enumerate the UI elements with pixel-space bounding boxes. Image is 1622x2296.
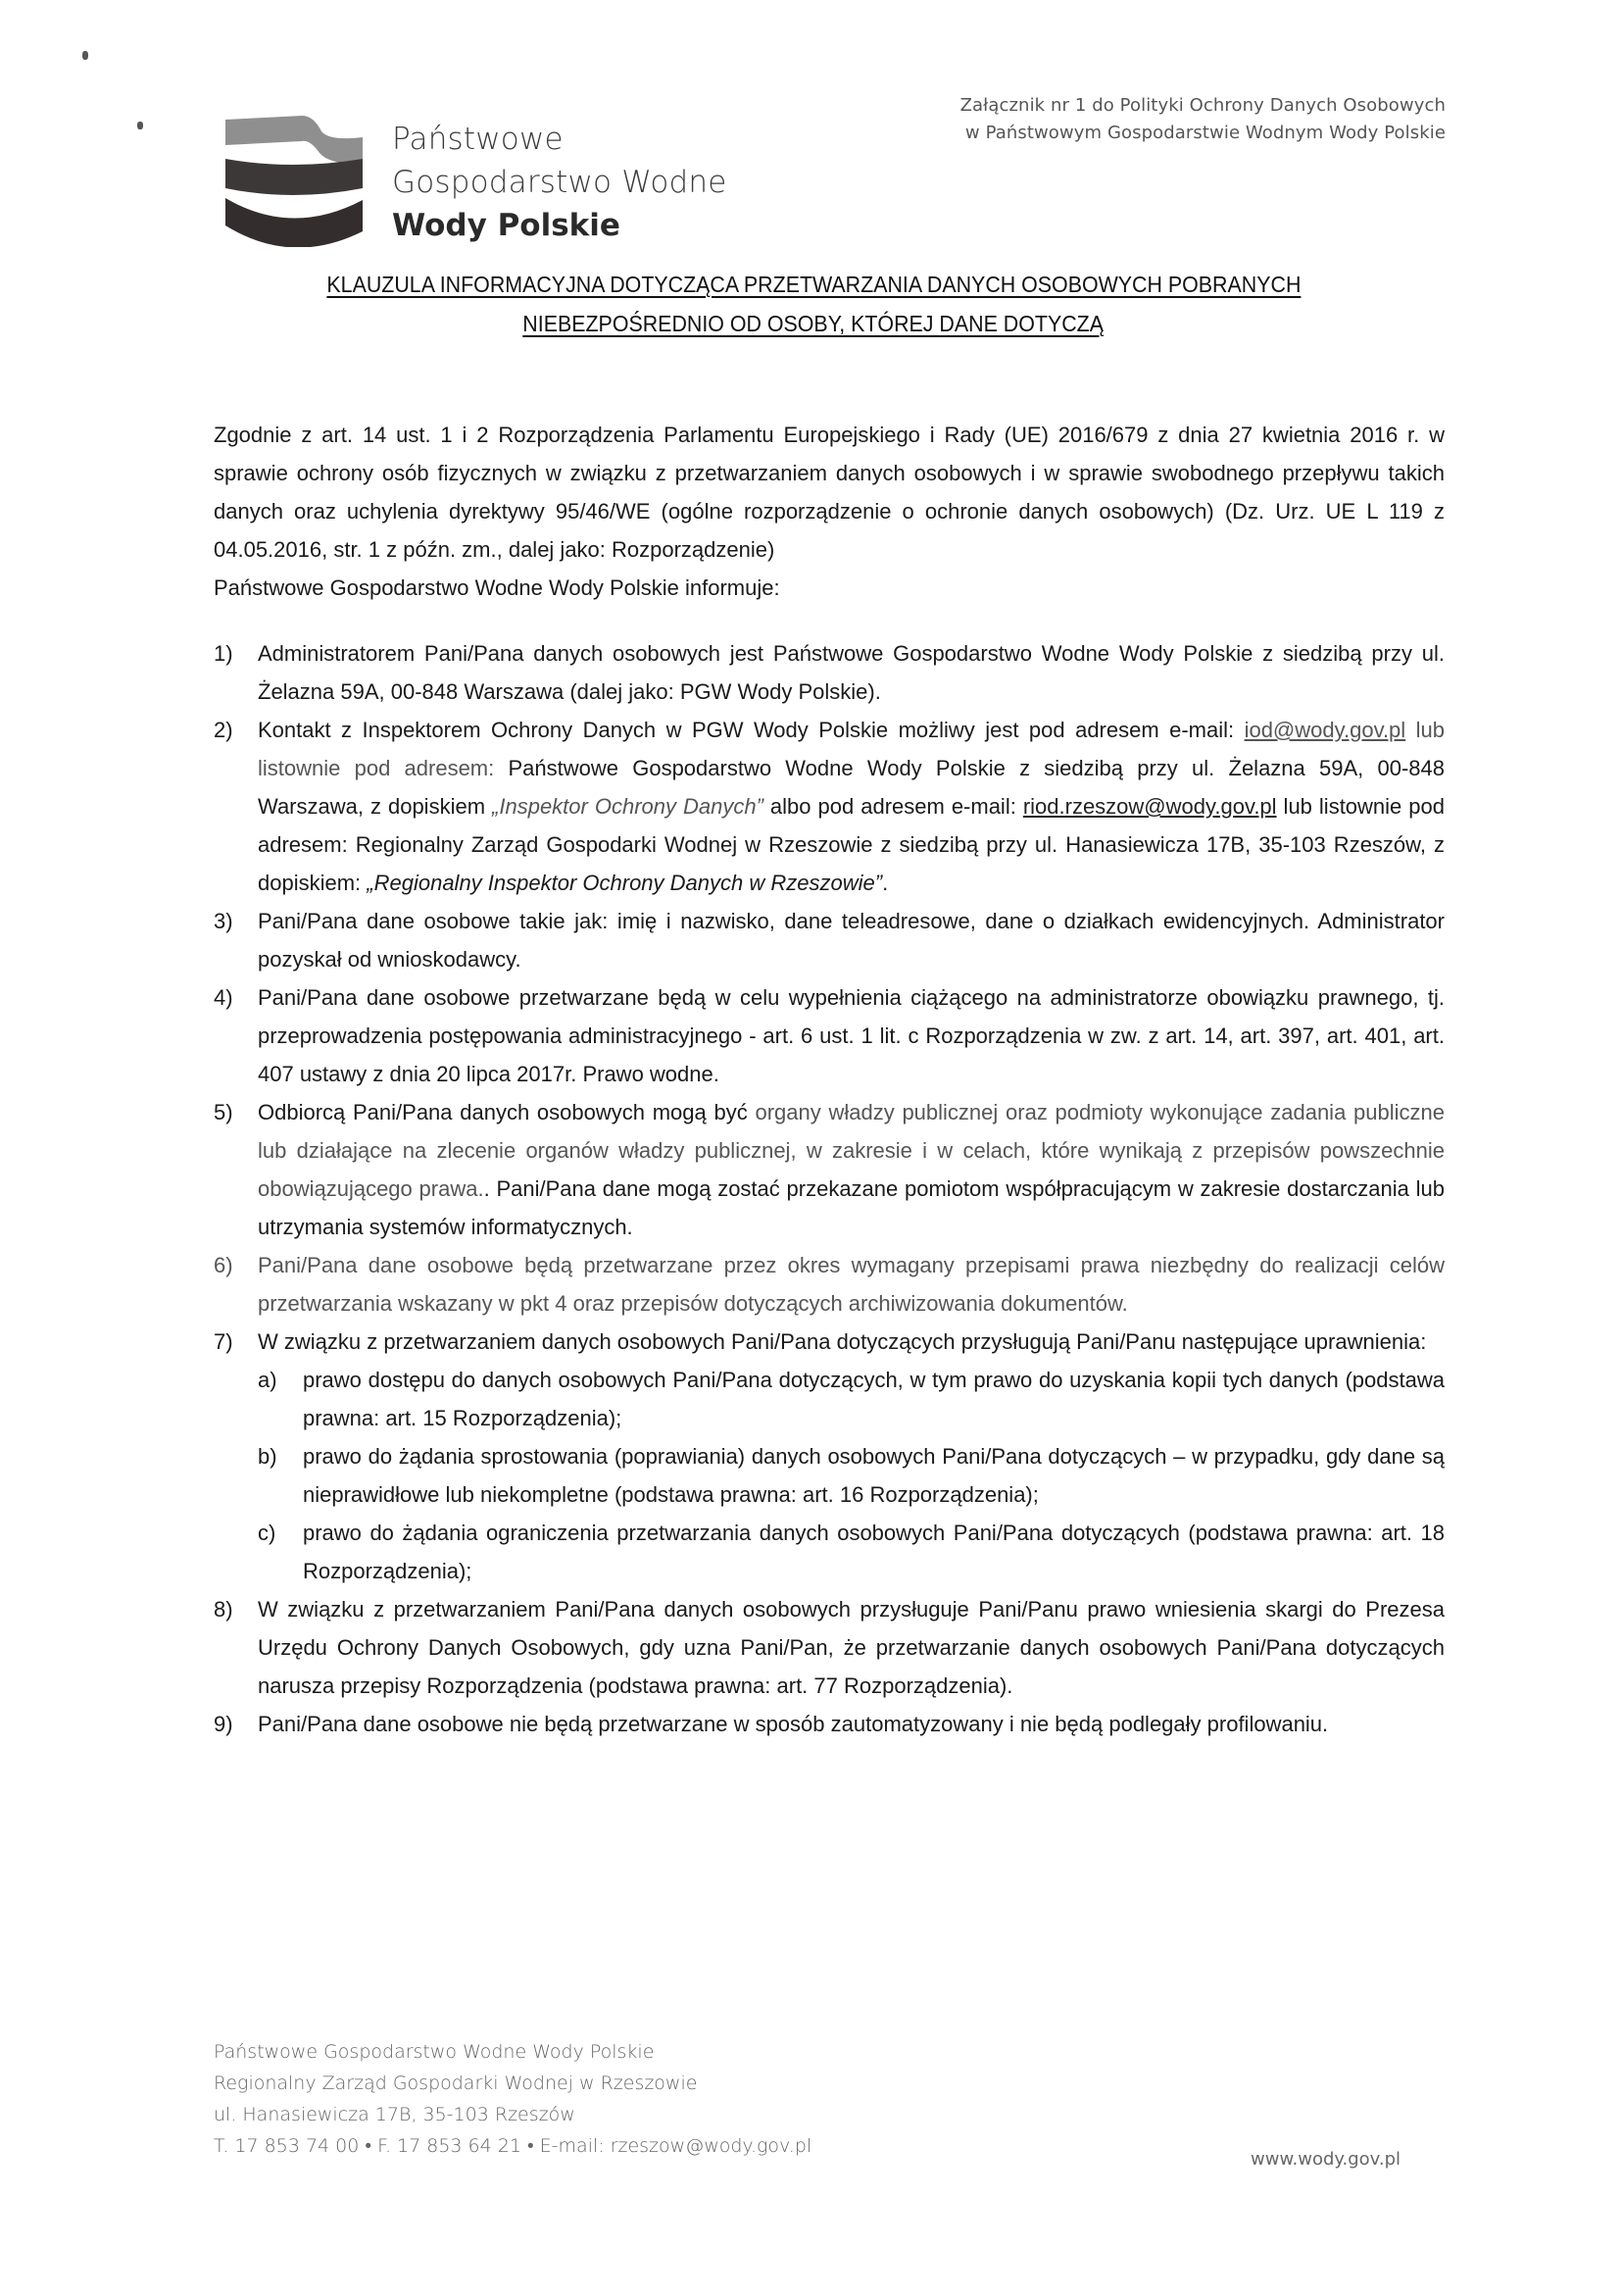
clause-number: 3) bbox=[214, 909, 233, 933]
clause-number: 2) bbox=[214, 718, 233, 742]
clause-list bbox=[214, 634, 1445, 1743]
clause-item-7 bbox=[214, 1323, 1445, 1590]
footer-org: Państwowe Gospodarstwo Wodne Wody Polskie bbox=[214, 2041, 655, 2063]
subclause-b bbox=[258, 1437, 1445, 1514]
clause-quote: „Inspektor Ochrony Danych” bbox=[492, 794, 763, 819]
clause-text: Państwowe Gospodarstwo Wodne Wody Polskie z siedzibą przy ul. Żelazna 59A, 00-848 Warszawa, z dopiskiem bbox=[258, 756, 1445, 819]
clause-item-1 bbox=[214, 634, 1445, 711]
clause-item-4 bbox=[214, 978, 1445, 1093]
iod-email-link[interactable]: iod@wody.gov.pl bbox=[1244, 718, 1406, 742]
clause-quote: „Regionalny Inspektor Ochrony Danych w Rzeszowie” bbox=[367, 871, 883, 895]
footer-region: Regionalny Zarząd Gospodarki Wodnej w Rzeszowie bbox=[214, 2072, 698, 2094]
clause-text: Kontakt z Inspektorem Ochrony Danych w PGW Wody Polskie możliwy jest pod adresem e-mail: bbox=[258, 718, 1245, 742]
logo-line-1: Państwowe bbox=[392, 122, 564, 157]
clause-number: 6) bbox=[214, 1253, 233, 1277]
clause-item-2 bbox=[214, 711, 1445, 902]
clause-number: 8) bbox=[214, 1597, 233, 1622]
footer-street: ul. Hanasiewicza 17B, 35-103 Rzeszów bbox=[214, 2104, 575, 2125]
clause-text: organy władzy publicznej oraz podmioty wykonujące zadania publiczne lub działające na zlecenie organów władzy publicznej, w zakresie i w celach, które wynikają z przepisów powszechnie obowiązującego prawa. bbox=[258, 1100, 1445, 1201]
clause-number: 5) bbox=[214, 1100, 233, 1124]
annex-line-1: Załącznik nr 1 do Polityki Ochrony Danych Osobowych bbox=[959, 95, 1446, 116]
subclause-a bbox=[258, 1361, 1445, 1437]
clause-number: 1) bbox=[214, 641, 233, 666]
clause-text: Pani/Pana dane osobowe nie będą przetwarzane w sposób zautomatyzowany i nie będą podlegały profilowaniu. bbox=[258, 1712, 1329, 1736]
scan-speck bbox=[82, 51, 88, 60]
clause-text: Pani/Pana dane osobowe przetwarzane będą w celu wypełnienia ciążącego na administratorze obowiązku prawnego, tj. przeprowadzenia postępowania administracyjnego - art. 6 ust. 1 lit. c Rozporządzenia w zw. z art. 14, art. 397, art. 401, art. 407 ustawy z dnia 20 lipca 2017r. Prawo wodne. bbox=[258, 985, 1445, 1086]
subclause-letter: c) bbox=[258, 1521, 276, 1545]
subclause-text: prawo do żądania ograniczenia przetwarzania danych osobowych Pani/Pana dotyczących (podstawa prawna: art. 18 Rozporządzenia); bbox=[303, 1521, 1445, 1583]
intro-paragraph bbox=[214, 416, 1445, 607]
clause-text: Pani/Pana dane osobowe takie jak: imię i nazwisko, dane teleadresowe, dane o działkach ewidencyjnych. Administrator pozyskał od wnioskodawcy. bbox=[258, 909, 1445, 972]
clause-number: 9) bbox=[214, 1712, 233, 1736]
clause-item-6 bbox=[214, 1246, 1445, 1323]
subclause-text: prawo dostępu do danych osobowych Pani/Pana dotyczących, w tym prawo do uzyskania kopii tych danych (podstawa prawna: art. 15 Rozporządzenia); bbox=[303, 1368, 1445, 1430]
footer-website-link[interactable]: www.wody.gov.pl bbox=[1251, 2149, 1401, 2170]
subclause-c bbox=[258, 1514, 1445, 1590]
logo-line-2: Gospodarstwo Wodne bbox=[392, 165, 727, 200]
intro-text: Zgodnie z art. 14 ust. 1 i 2 Rozporządzenia Parlamentu Europejskiego i Rady (UE) 2016/679 z dnia 27 kwietnia 2016 r. w sprawie ochrony osób fizycznych w związku z przetwarzaniem danych osobowych i w sprawie swobodnego przepływu takich danych oraz uchylenia dyrektywy 95/46/WE (ogólne rozporządzenie o ochronie danych osobowych) (Dz. Urz. UE L 119 z 04.05.2016, str. 1 z późn. zm., dalej jako: Rozporządzenie) bbox=[214, 423, 1445, 562]
logo-line-3: Wody Polskie bbox=[392, 208, 620, 243]
clause-item-9 bbox=[214, 1705, 1445, 1743]
logo-wordmark bbox=[392, 118, 726, 247]
clause-item-5 bbox=[214, 1093, 1445, 1246]
subclause-letter: a) bbox=[258, 1368, 277, 1392]
annex-line-2: w Państwowym Gospodarstwie Wodnym Wody Polskie bbox=[964, 123, 1446, 143]
wody-polskie-logo-icon bbox=[223, 110, 366, 247]
scan-speck bbox=[137, 122, 143, 129]
clause-text: Odbiorcą Pani/Pana danych osobowych mogą być bbox=[258, 1100, 756, 1124]
annex-note bbox=[960, 92, 1446, 147]
riod-email-link[interactable]: riod.rzeszow@wody.gov.pl bbox=[1022, 794, 1277, 819]
clause-item-8 bbox=[214, 1590, 1445, 1705]
clause-item-3 bbox=[214, 902, 1445, 978]
clause-text: Administratorem Pani/Pana danych osobowych jest Państwowe Gospodarstwo Wodne Wody Polskie z siedzibą przy ul. Żelazna 59A, 00-848 Warszawa (dalej jako: PGW Wody Polskie). bbox=[258, 641, 1445, 704]
clause-text: W związku z przetwarzaniem Pani/Pana danych osobowych przysługuje Pani/Panu prawo wniesienia skargi do Prezesa Urzędu Ochrony Danych Osobowych, gdy uzna Pani/Pan, że przetwarzanie danych osobowych Pani/Pana dotyczących narusza przepisy Rozporządzenia (podstawa prawna: art. 77 Rozporządzenia). bbox=[258, 1597, 1445, 1698]
document-title bbox=[196, 265, 1431, 343]
clause-text: lub listownie pod adresem: Regionalny Zarząd Gospodarki Wodnej w Rzeszowie z siedzibą przy ul. Hanasiewicza 17B, 35-103 Rzeszów, z dopiskiem: bbox=[258, 794, 1445, 895]
clause-number: 7) bbox=[214, 1329, 233, 1354]
title-line-1: KLAUZULA INFORMACYJNA DOTYCZĄCA PRZETWARZANIA DANYCH OSOBOWYCH POBRANYCH bbox=[326, 272, 1301, 297]
clause-text: . Pani/Pana dane mogą zostać przekazane pomiotom współpracującym w zakresie dostarczania lub utrzymania systemów informatycznych. bbox=[258, 1176, 1445, 1239]
footer-address bbox=[214, 2036, 811, 2162]
intro-text-2: Państwowe Gospodarstwo Wodne Wody Polskie informuje: bbox=[214, 575, 780, 600]
subclause-letter: b) bbox=[258, 1444, 277, 1469]
clause-text: lub listownie pod adresem: bbox=[258, 718, 1445, 780]
clause-number: 4) bbox=[214, 985, 233, 1010]
footer-contact: T. 17 853 74 00 • F. 17 853 64 21 • E-mail: rzeszow@wody.gov.pl bbox=[214, 2135, 812, 2157]
title-line-2: NIEBEZPOŚREDNIO OD OSOBY, KTÓREJ DANE DOTYCZĄ bbox=[522, 311, 1105, 336]
subclause-text: prawo do żądania sprostowania (poprawiania) danych osobowych Pani/Pana dotyczących – w przypadku, gdy dane są nieprawidłowe lub niekompletne (podstawa prawna: art. 16 Rozporządzenia); bbox=[303, 1444, 1445, 1507]
clause-text: W związku z przetwarzaniem danych osobowych Pani/Pana dotyczących przysługują Pani/Panu następujące uprawnienia: bbox=[258, 1329, 1427, 1354]
clause-text: albo pod adresem e-mail: bbox=[762, 794, 1023, 819]
clause-text: Pani/Pana dane osobowe będą przetwarzane przez okres wymagany przepisami prawa niezbędny do realizacji celów przetwarzania wskazany w pkt 4 oraz przepisów dotyczących archiwizowania dokumentów. bbox=[258, 1253, 1445, 1316]
clause-text: . bbox=[882, 871, 889, 895]
